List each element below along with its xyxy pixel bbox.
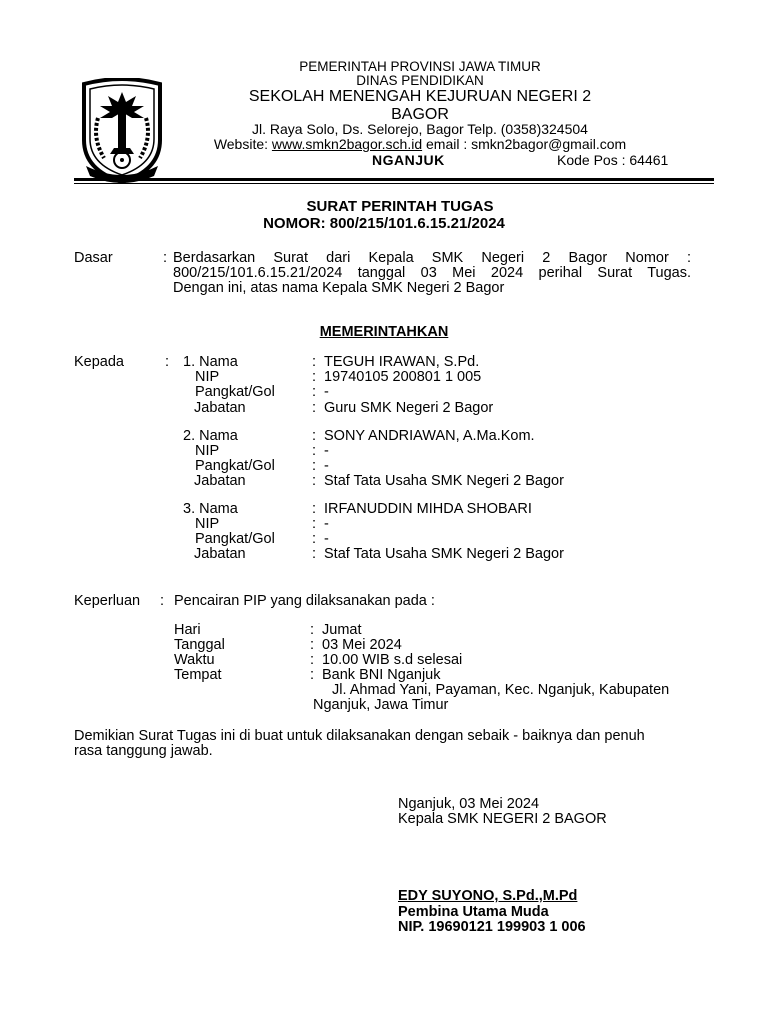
person-nip: - — [324, 516, 329, 532]
colon: : — [312, 384, 317, 400]
person-name: IRFANUDDIN MIHDA SHOBARI — [324, 501, 532, 517]
hari-value: Jumat — [322, 622, 362, 638]
tempat-address-line-2: Nganjuk, Jawa Timur — [313, 697, 449, 713]
colon: : — [312, 501, 317, 517]
signatory-name: EDY SUYONO, S.Pd.,M.Pd — [398, 888, 578, 904]
colon: : — [312, 428, 317, 444]
kop-agency: DINAS PENDIDIKAN — [356, 73, 484, 88]
colon: : — [312, 458, 317, 474]
person-nip: - — [324, 443, 329, 459]
waktu-value: 10.00 WIB s.d selesai — [322, 652, 463, 668]
tanggal-value: 03 Mei 2024 — [322, 637, 402, 653]
email-text: email : smkn2bagor@gmail.com — [422, 136, 627, 152]
signatory-nip: NIP. 19690121 199903 1 006 — [398, 919, 586, 935]
signature-place-date: Nganjuk, 03 Mei 2024 — [398, 796, 540, 812]
closing-line-2: rasa tanggung jawab. — [74, 743, 213, 759]
kepada-label: Kepada — [74, 354, 124, 370]
command-heading: MEMERINTAHKAN — [319, 324, 449, 340]
signature-position: Kepala SMK NEGERI 2 BAGOR — [398, 811, 607, 827]
dasar-text-line-3: Dengan ini, atas nama Kepala SMK Negeri 2 Bagor — [173, 280, 505, 296]
kepada-colon: : — [165, 354, 170, 370]
person-name: SONY ANDRIAWAN, A.Ma.Kom. — [324, 428, 535, 444]
colon: : — [312, 443, 317, 459]
kop-contact — [180, 136, 660, 152]
website-link[interactable]: www.smkn2bagor.sch.id — [271, 136, 423, 152]
waktu-label: Waktu — [174, 652, 215, 668]
tanggal-label: Tanggal — [174, 637, 225, 653]
person-position-label: Jabatan — [194, 546, 246, 562]
colon: : — [312, 400, 317, 416]
dasar-colon: : — [163, 250, 168, 266]
person-position-label: Jabatan — [194, 473, 246, 489]
dasar-text-line-2: 800/215/101.6.15.21/2024 tanggal 03 Mei 2024 perihal Surat Tugas. — [173, 265, 691, 281]
colon: : — [312, 516, 317, 532]
person-rank-label: Pangkat/Gol — [195, 384, 275, 400]
person-rank: - — [324, 384, 329, 400]
person-position-label: Jabatan — [194, 400, 246, 416]
signatory-rank: Pembina Utama Muda — [398, 904, 549, 920]
province-emblem-logo — [74, 78, 170, 184]
person-name-label: 3. Nama — [183, 501, 238, 517]
hari-label: Hari — [174, 622, 201, 638]
colon: : — [312, 546, 317, 562]
tempat-label: Tempat — [174, 667, 222, 683]
kop-government: PEMERINTAH PROVINSI JAWA TIMUR — [299, 59, 541, 74]
website-label: Website: — [213, 136, 272, 152]
dasar-text-line-1: Berdasarkan Surat dari Kepala SMK Negeri 2 Bagor Nomor : — [173, 250, 691, 266]
tempat-value: Bank BNI Nganjuk — [322, 667, 441, 683]
letterhead-divider-thick — [74, 178, 714, 181]
person-rank: - — [324, 458, 329, 474]
keperluan-label: Keperluan — [74, 593, 141, 609]
letterhead-divider-thin — [74, 183, 714, 184]
person-nip: 19740105 200801 1 005 — [324, 369, 482, 385]
document-number: NOMOR: 800/215/101.6.15.21/2024 — [263, 215, 505, 232]
colon: : — [310, 667, 315, 683]
kop-city: NGANJUK — [372, 152, 445, 168]
person-nip-label: NIP — [195, 516, 220, 532]
keperluan-text: Pencairan PIP yang dilaksanakan pada : — [174, 593, 435, 609]
kop-school-location: BAGOR — [391, 106, 449, 123]
closing-line-1: Demikian Surat Tugas ini di buat untuk dilaksanakan dengan sebaik - baiknya dan penuh — [74, 728, 645, 744]
kop-school-name: SEKOLAH MENENGAH KEJURUAN NEGERI 2 — [248, 88, 592, 105]
colon: : — [312, 473, 317, 489]
person-name-label: 2. Nama — [183, 428, 238, 444]
keperluan-colon: : — [160, 593, 165, 609]
person-rank: - — [324, 531, 329, 547]
tempat-address-line-1: Jl. Ahmad Yani, Payaman, Kec. Nganjuk, Kabupaten — [332, 682, 670, 698]
colon: : — [310, 652, 315, 668]
colon: : — [312, 531, 317, 547]
kop-address: Jl. Raya Solo, Ds. Selorejo, Bagor Telp. (0358)324504 — [252, 121, 588, 137]
person-position: Staf Tata Usaha SMK Negeri 2 Bagor — [324, 473, 564, 489]
person-rank-label: Pangkat/Gol — [195, 531, 275, 547]
person-name: TEGUH IRAWAN, S.Pd. — [324, 354, 480, 370]
person-position: Staf Tata Usaha SMK Negeri 2 Bagor — [324, 546, 564, 562]
person-rank-label: Pangkat/Gol — [195, 458, 275, 474]
colon: : — [310, 622, 315, 638]
colon: : — [310, 637, 315, 653]
person-nip-label: NIP — [195, 443, 220, 459]
colon: : — [312, 369, 317, 385]
dasar-label: Dasar — [74, 250, 113, 266]
person-nip-label: NIP — [195, 369, 220, 385]
person-position: Guru SMK Negeri 2 Bagor — [324, 400, 494, 416]
document-title: SURAT PERINTAH TUGAS — [306, 198, 494, 215]
colon: : — [312, 354, 317, 370]
kop-postal-code: Kode Pos : 64461 — [557, 152, 669, 168]
person-name-label: 1. Nama — [183, 354, 238, 370]
